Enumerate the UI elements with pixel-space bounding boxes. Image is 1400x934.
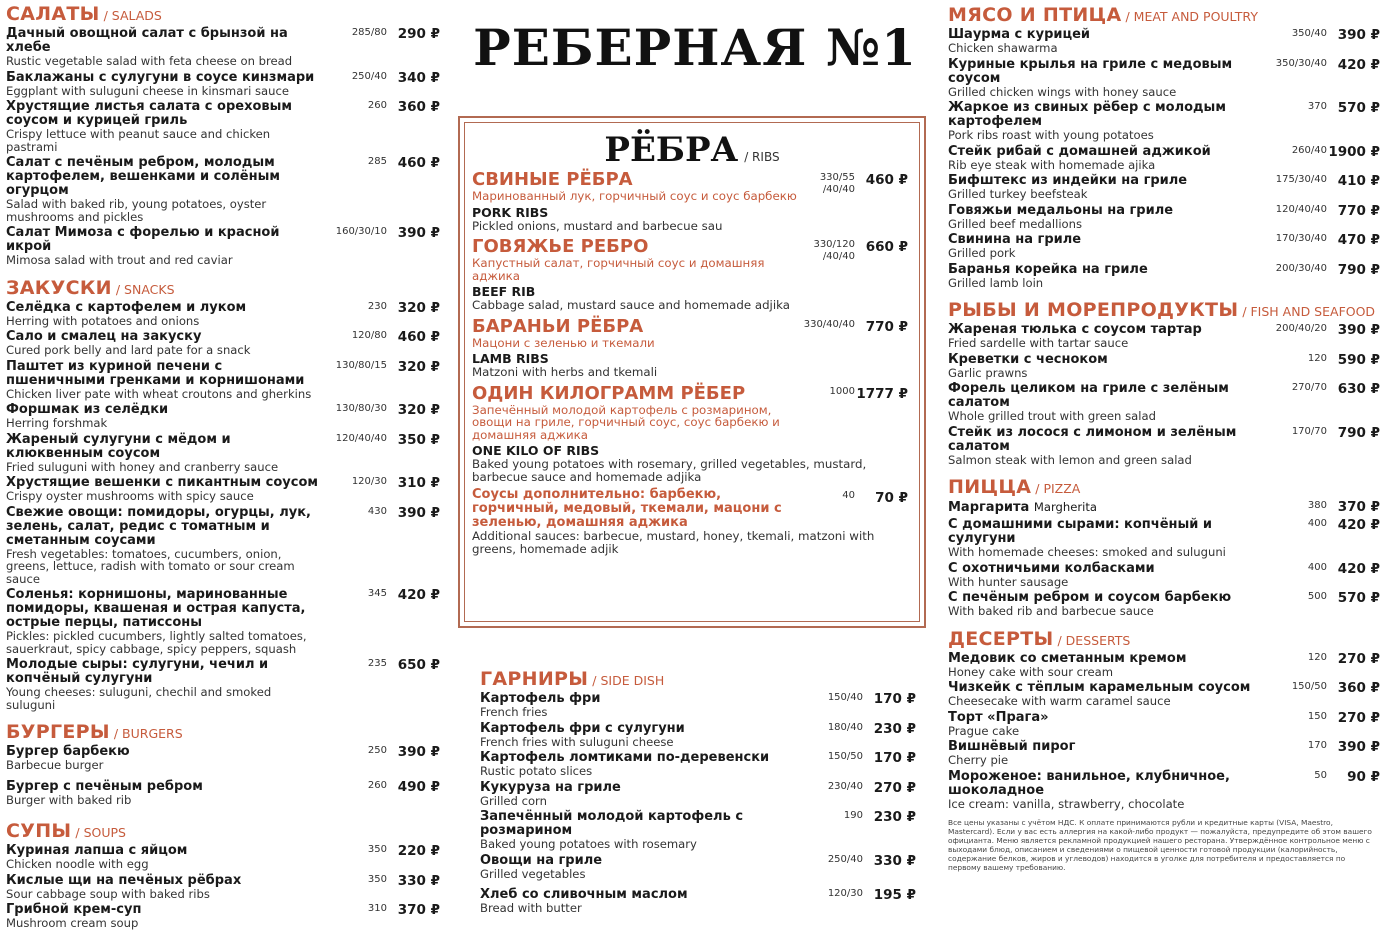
rib-item: СВИНЫЕ РЁБРА Маринованный лук, горчичный соус и соус барбекю PORK RIBS Pickled onions, mustard and barbecue sau 330/55 /40/40 460 ₽	[472, 169, 908, 233]
ribs-title-en: / RIBS	[744, 150, 780, 164]
menu-item: Жареный сулугуни с мёдом и клюквенным соусом Fried suluguni with honey and cranberry sauce 120/40/40 350 ₽	[6, 431, 440, 474]
menu-item: Мороженое: ванильное, клубничное, шоколадное Ice cream: vanilla, strawberry, chocolate 50 90 ₽	[948, 768, 1380, 811]
ribs-list	[472, 170, 910, 560]
menu-item: Грибной крем-суп Mushroom cream soup 310 370 ₽	[6, 902, 440, 930]
menu-item: Хрустящие вешенки с пикантным соусом Crispy oyster mushrooms with spicy sauce 120/30 310 ₽	[6, 475, 440, 503]
section-title: СУПЫ	[6, 820, 72, 842]
menu-item: Свинина на гриле Grilled pork 170/30/40 470 ₽	[948, 232, 1380, 260]
menu-item: С печёным ребром и соусом барбекю With baked rib and barbecue sauce 500 570 ₽	[948, 590, 1380, 618]
menu-item: Стейк из лосося с лимоном и зелёным салатом Salmon steak with lemon and green salad 170/70 790 ₽	[948, 424, 1380, 467]
menu-item: Селёдка с картофелем и луком Herring with potatoes and onions 230 320 ₽	[6, 299, 440, 328]
section-snacks	[6, 277, 442, 712]
menu-item: Свежие овощи: помидоры, огурцы, лук, зелень, салат, редис с томатным и сметанным соусами Fresh vegetables: tomatoes, cucumbers, onion, greens, lettuce, radish with tomato or sour cream sauce 430 390 ₽	[6, 504, 440, 586]
menu-item: Баранья корейка на гриле Grilled lamb loin 200/30/40 790 ₽	[948, 261, 1380, 290]
section-salads	[6, 3, 442, 267]
section-title-en: / SIDE DISH	[592, 673, 665, 688]
menu-item: Форель целиком на гриле с зелёным салатом Whole grilled trout with green salad 270/70 630 ₽	[948, 381, 1380, 423]
menu-item: С охотничьими колбасками With hunter sausage 400 420 ₽	[948, 560, 1380, 589]
section-title: САЛАТЫ	[6, 3, 100, 25]
menu-item: Картофель ломтиками по-деревенски Rustic potato slices 150/50 170 ₽	[480, 750, 916, 778]
menu-item: Вишнёвый пирог Cherry pie 170 390 ₽	[948, 739, 1380, 767]
column-right	[948, 0, 1382, 872]
menu-item: Стейк рибай с домашней аджикой Rib eye steak with homemade ajika 260/40 1900 ₽	[948, 143, 1380, 172]
menu-item: Запечённый молодой картофель с розмарином Baked young potatoes with rosemary 190 230 ₽	[480, 809, 916, 851]
rib-item: ГОВЯЖЬЕ РЕБРО Капустный салат, горчичный соус и домашняя аджика BEEF RIB Cabbage salad, mustard sauce and homemade adjika 330/120 /40/40 660 ₽	[472, 236, 908, 312]
menu-item: Хрустящие листья салата с ореховым соусом и курицей гриль Crispy lettuce with peanut sauce and chicken pastrami 260 360 ₽	[6, 99, 440, 154]
menu-item: Маргарита Margherita 380 370 ₽	[948, 499, 1380, 515]
menu-item: Соленья: корнишоны, маринованные помидоры, квашеная и острая капуста, острые перцы, патиссоны Pickles: pickled cucumbers, lightly salted tomatoes, sauerkraut, spicy cabbage, spicy peppers, squash 345 420 ₽	[6, 587, 440, 656]
menu-item: Торт «Прага» Prague cake 150 270 ₽	[948, 709, 1380, 738]
rib-item: БАРАНЬИ РЁБРА Мацони с зеленью и ткемали LAMB RIBS Matzoni with herbs and tkemali 330/40/40 770 ₽	[472, 315, 908, 379]
section-pizza	[948, 476, 1382, 618]
menu-item: Кислые щи на печёных рёбрах Sour cabbage soup with baked ribs 350 330 ₽	[6, 872, 440, 901]
section-title-en: / PIZZA	[1035, 481, 1081, 496]
menu-item: Говяжьи медальоны на гриле Grilled beef medallions 120/40/40 770 ₽	[948, 202, 1380, 231]
section-meat	[948, 4, 1382, 289]
section-title: РЫБЫ И МОРЕПРОДУКТЫ	[948, 299, 1239, 321]
menu-item: Креветки с чесноком Garlic prawns 120 590 ₽	[948, 351, 1380, 380]
menu-item: Жареная тюлька с соусом тартар Fried sardelle with tartar sauce 200/40/20 390 ₽	[948, 322, 1380, 350]
menu-item: С домашними сырами: копчёный и сулугуни With homemade cheeses: smoked and suluguni 400 420 ₽	[948, 517, 1380, 559]
menu-item: Шаурма с курицей Chicken shawarma 350/40 390 ₽	[948, 27, 1380, 55]
section-title: ЗАКУСКИ	[6, 276, 112, 299]
section-title-en: / SALADS	[103, 8, 162, 23]
menu-item: Жаркое из свиных рёбер с молодым картофелем Pork ribs roast with young potatoes 370 570 ₽	[948, 100, 1380, 142]
menu-item: Картофель фри French fries 150/40 170 ₽	[480, 691, 916, 719]
restaurant-logo: РЕБЕРНАЯ №1	[473, 18, 917, 77]
section-desserts	[948, 628, 1382, 811]
menu-item: Медовик со сметанным кремом Honey cake with sour cream 120 270 ₽	[948, 650, 1380, 679]
section-title: МЯСО И ПТИЦА	[948, 4, 1122, 26]
section-title-en: / SOUPS	[75, 825, 126, 840]
column-center	[458, 0, 932, 934]
menu-item: Баклажаны с сулугуни в соусе кинзмари Eggplant with suluguni cheese in kinsmari sauce 250/40 340 ₽	[6, 69, 440, 98]
ribs-title: РЁБРА	[604, 130, 739, 170]
menu-item: Бургер барбекю Barbecue burger 250 390 ₽	[6, 744, 440, 772]
menu-item: Бургер с печёным ребром Burger with baked rib 260 490 ₽	[6, 778, 440, 807]
section-title: ПИЦЦА	[948, 476, 1032, 498]
menu-item: Салат Мимоза с форелью и красной икрой Mimosa salad with trout and red caviar 160/30/10 390 ₽	[6, 225, 440, 267]
section-title-en: / DESSERTS	[1057, 632, 1131, 648]
section-title-en: / SNACKS	[115, 281, 175, 297]
menu-item: Овощи на гриле Grilled vegetables 250/40 330 ₽	[480, 852, 916, 881]
ribs-frame	[458, 116, 926, 628]
section-title-en: / FISH AND SEAFOOD	[1242, 304, 1376, 319]
section-title: БУРГЕРЫ	[6, 721, 110, 743]
section-soups	[6, 820, 442, 930]
section-sides	[480, 668, 918, 918]
menu-item: Кукуруза на гриле Grilled corn 230/40 270 ₽	[480, 779, 916, 808]
menu-item: Чизкейк с тёплым карамельным соусом Cheesecake with warm caramel sauce 150/50 360 ₽	[948, 680, 1380, 708]
section-title-en: / BURGERS	[113, 726, 183, 741]
section-title-en: / MEAT AND POULTRY	[1125, 9, 1258, 24]
menu-item: Куриные крылья на гриле с медовым соусом Grilled chicken wings with honey sauce 350/30/40 420 ₽	[948, 56, 1380, 99]
rib-item: ОДИН КИЛОГРАММ РЁБЕР Запечённый молодой картофель с розмарином, овощи на гриле, горчичный соус, соус барбекю и домашняя аджика ONE KILO OF RIBS Baked young potatoes with rosemary, grilled vegetables, mustard, barbecue sauce and homemade adjika 1000 1777 ₽	[472, 382, 908, 484]
menu-item: Форшмак из селёдки Herring forshmak 130/80/30 320 ₽	[6, 402, 440, 430]
menu-item: Дачный овощной салат с брынзой на хлебе Rustic vegetable salad with feta cheese on bread 285/80 290 ₽	[6, 26, 440, 68]
section-fish	[948, 299, 1382, 466]
section-burgers	[6, 721, 442, 806]
column-left	[6, 0, 442, 933]
menu-item: Салат с печёным ребром, молодым картофелем, вешенками и солёным огурцом Salad with baked rib, young potatoes, oyster mushrooms and pickles 285 460 ₽	[6, 155, 440, 224]
menu-item: Сало и смалец на закуску Cured pork belly and lard pate for a snack 120/80 460 ₽	[6, 329, 440, 357]
menu-item: Паштет из куриной печени с пшеничными гренками и корнишонами Chicken liver pate with wheat croutons and gherkins 130/80/15 320 ₽	[6, 358, 440, 401]
menu-item: Бифштекс из индейки на гриле Grilled turkey beefsteak 175/30/40 410 ₽	[948, 173, 1380, 201]
section-title: ДЕСЕРТЫ	[948, 627, 1054, 650]
menu-item: Хлеб со сливочным маслом Bread with butter 120/30 195 ₽	[480, 887, 916, 915]
menu-item: Куриная лапша с яйцом Chicken noodle with egg 350 220 ₽	[6, 843, 440, 871]
legal-footnote: Все цены указаны с учётом НДС. К оплате принимаются рубли и кредитные карты (VISA, Maestro, Mastercard). Если у вас есть аллергия на какой-либо продукт — пожалуйста, предупредите об этом вашего официанта. Меню является рекламной продукцией нашего ресторана. Утверждённое контрольное меню с выходами блюд, описанием и сведениями о пищевой ценности готовой продукции (калорийность, содержание белков, жиров и углеводов) находится в уголке для потребителя и предоставляется по первому вашему требованию.	[948, 818, 1372, 872]
section-title: ГАРНИРЫ	[480, 668, 589, 690]
sauces-item: Соусы дополнительно: барбекю, горчичный, медовый, ткемали, мацони с зеленью, домашняя аджика Additional sauces: barbecue, mustard, honey, tkemali, matzoni with greens, homemade adjik 40 70 ₽	[472, 487, 908, 556]
menu-item: Картофель фри с сулугуни French fries with suluguni cheese 180/40 230 ₽	[480, 720, 916, 749]
menu-item: Молодые сыры: сулугуни, чечил и копчёный сулугуни Young cheeses: suluguni, chechil and smoked suluguni 235 650 ₽	[6, 657, 440, 712]
